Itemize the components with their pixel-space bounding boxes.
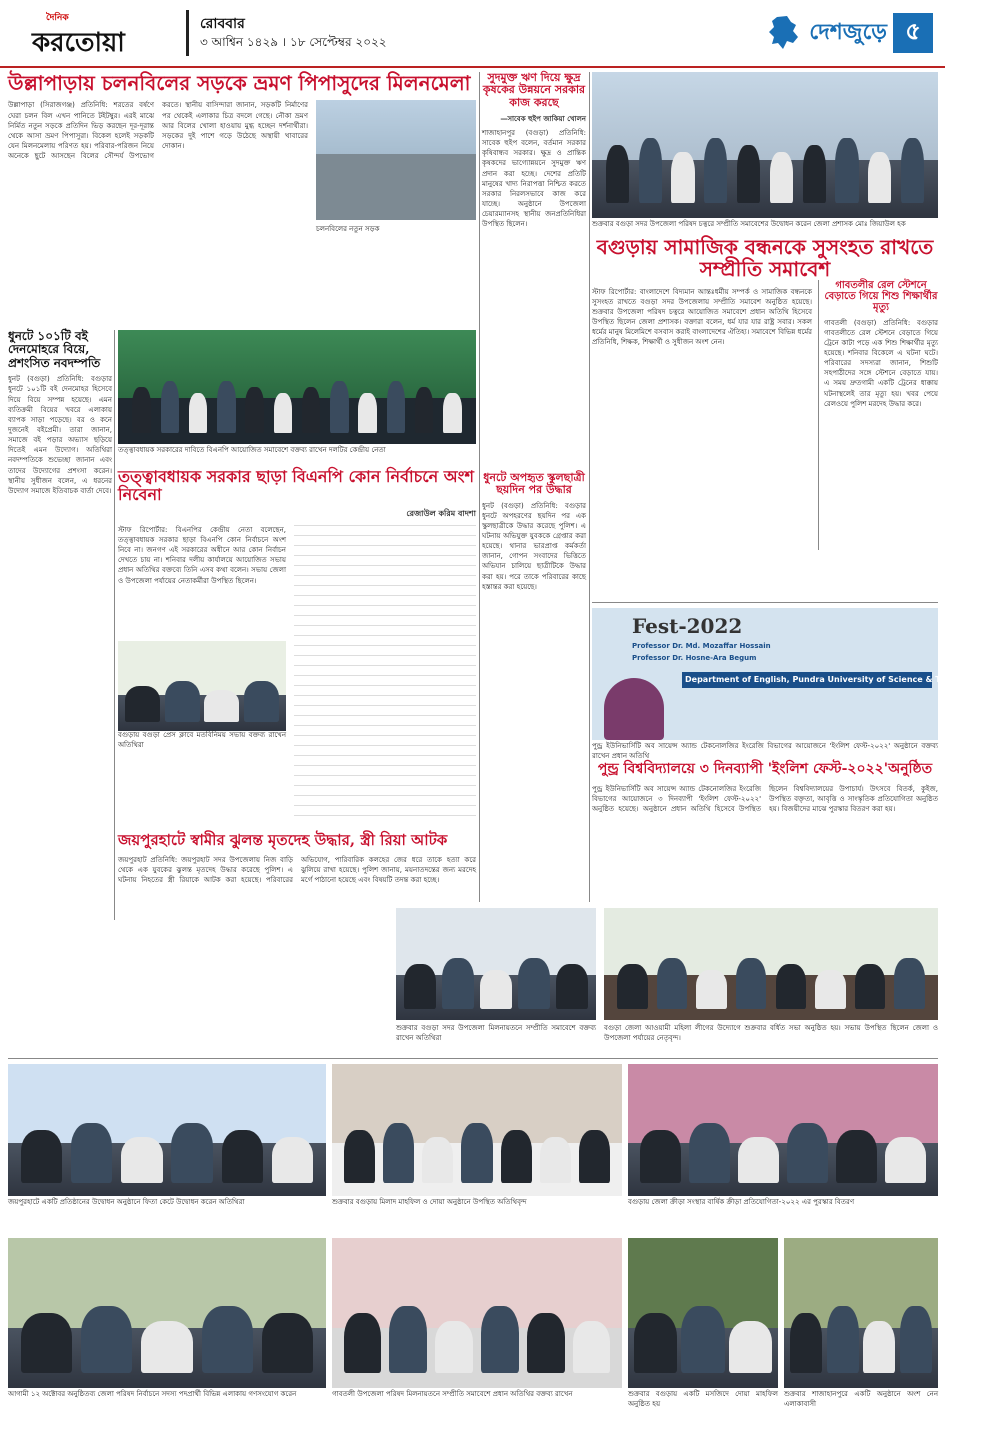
meeting-photo bbox=[604, 908, 938, 1020]
fest-photo bbox=[592, 608, 986, 740]
gabtoli-photo bbox=[332, 1238, 622, 1388]
section-name: দেশজুড়ে bbox=[809, 19, 887, 45]
article-body: শাজাহানপুর (বগুড়া) প্রতিনিধি: সাবেক হুইপ বলেন, বর্তমান সরকার কৃষিবান্ধব সরকার। ক্ষুদ্র ও প্রান্তিক কৃষকদের ভাগ্যোন্নয়নে সুদমুক্ত ঋণ প্রদান করা হচ্ছে। দেশের প্রতিটি মানুষের খাদ্য নিরাপত্তা নিশ্চিত করতে সরকার নিরলসভাবে কাজ করে যাচ্ছে। অনুষ্ঠানে উপজেলা চেয়ারম্যানসহ স্থানীয় জনপ্রতিনিধিরা উপস্থিত ছিলেন। bbox=[482, 128, 586, 229]
column-continuation bbox=[294, 525, 476, 825]
article-sudmukto[interactable] bbox=[482, 72, 586, 472]
article-pundra[interactable] bbox=[592, 762, 938, 902]
headline[interactable]: তত্ত্বাবধায়ক সরকার ছাড়া বিএনপি কোন নির্বাচনে অংশ নিবেনা bbox=[118, 467, 475, 504]
road-photo bbox=[316, 100, 476, 220]
photo-caption: বগুড়া জেলা আওয়ামী মহিলা লীগের উদ্যোগে শুক্রবার বর্ধিত সভা অনুষ্ঠিত হয়। সভায় উপস্থিত ছিলেন জেলা ও উপজেলা পর্যায়ের নেতৃবৃন্দ। bbox=[604, 1024, 938, 1042]
article-train[interactable] bbox=[818, 280, 938, 550]
article-book[interactable] bbox=[8, 330, 112, 920]
article-ullapara[interactable] bbox=[8, 72, 476, 330]
photo-caption: আগামী ১২ অক্টোবর অনুষ্ঠিতব্য জেলা পরিষদ নির্বাচনে সদস্য পদপ্রার্থী বিভিন্ন এলাকায় গণসংযোগ করেন bbox=[8, 1390, 297, 1398]
column-rule bbox=[114, 330, 115, 920]
headline[interactable]: বগুড়ায় সামাজিক বন্ধনকে সুসংহত রাখতে সম্প্রীতি সমাবেশ bbox=[596, 235, 934, 282]
headline[interactable]: ধুনটে অপহৃত স্কুলছাত্রী ছয়দিন পর উদ্ধার bbox=[483, 471, 585, 497]
photo-caption: শুক্রবার বগুড়া সদর উপজেলা পরিষদ চত্বরে সম্প্রীতি সমাবেশের উদ্বোধন করেন জেলা প্রশাসক মোঃ জিয়াউল হক bbox=[592, 220, 906, 228]
column-rule bbox=[479, 72, 480, 902]
headline[interactable]: ধুনটে ১০১টি বই দেনমোহরে বিয়ে, প্রশংসিত নবদম্পতি bbox=[8, 329, 101, 370]
milad-photo bbox=[332, 1064, 622, 1196]
headline[interactable]: গাবতলীর রেল স্টেশনে বেড়াতে গিয়ে শিশু শিক্ষার্থীর মৃত্যু bbox=[824, 280, 938, 314]
newspaper-logo[interactable]: করতোয়া bbox=[32, 28, 125, 58]
masthead bbox=[0, 0, 945, 68]
inauguration-photo bbox=[8, 1064, 326, 1196]
byline: —সাবেক হুইপ জাকিয়া খোলন bbox=[500, 114, 586, 123]
photo-caption: বগুড়ায় জেলা ক্রীড়া সংস্থার বার্ষিক ক্রীড়া প্রতিযোগিতা-২০২২ এর পুরস্কার বিতরণ bbox=[628, 1198, 855, 1206]
photo-caption: শুক্রবার বগুড়ায় মিলাদ মাহফিল ও দোয়া অনুষ্ঠানে উপস্থিত অতিথিবৃন্দ bbox=[332, 1198, 527, 1206]
rally-photo bbox=[592, 72, 938, 218]
article-bnp[interactable] bbox=[118, 468, 476, 828]
photo-caption: শুক্রবার বগুড়া সদর উপজেলা মিলনায়তনে সম্প্রীতি সমাবেশে বক্তব্য রাখেন অতিথিরা bbox=[396, 1024, 596, 1042]
article-body: স্টাফ রিপোর্টার: বাংলাদেশে বিদ্যমান আন্তঃধর্মীয় সম্পর্ক ও সামাজিক বন্ধনকে সুসংহত রাখতে বগুড়া সদর উপজেলায় সম্প্রীতি সমাবেশ অনুষ্ঠিত হয়েছে। শুক্রবার উপজেলা পরিষদ চত্বরে আয়োজিত সমাবেশে প্রধান অতিথি হিসেবে উপস্থিত ছিলেন জেলা প্রশাসক। বক্তারা বলেন, ধর্ম যার যার রাষ্ট্র সবার। সকল ধর্মের মানুষ মিলেমিশে বসবাস করাই বাংলাদেশের ঐতিহ্য। সমাবেশে বিভিন্ন ধর্মের প্রতিনিধি, শিক্ষক, শিক্ষার্থী ও সুধীজন অংশ নেন। bbox=[592, 287, 812, 347]
mosque-photo bbox=[628, 1238, 778, 1388]
issue-date: ৩ আশ্বিন ১৪২৯ । ১৮ সেপ্টেম্বর ২০২২ bbox=[200, 35, 387, 49]
masthead-divider bbox=[186, 10, 189, 56]
article-body: জয়পুরহাট প্রতিনিধি: জয়পুরহাট সদর উপজেলায় নিজ বাড়ি থেকে এক যুবকের ঝুলন্ত মৃতদেহ উদ্ধার করেছে পুলিশ। এ ঘটনায় নিহতের স্ত্রী রিয়াকে আটক করা হয়েছে। পরিবারের অভিযোগ, পারিবারিক কলহের জের ধরে তাকে হত্যা করে ঝুলিয়ে রাখা হয়েছে। পুলিশ জানায়, ময়নাতদন্তের জন্য মরদেহ মর্গে পাঠানো হয়েছে এবং বিষয়টি তদন্ত করা হচ্ছে। bbox=[118, 855, 476, 885]
department-banner: Department of English, Pundra University of Science & Technology bbox=[682, 672, 932, 688]
logo-tagline: দৈনিক bbox=[46, 13, 69, 23]
section-divider bbox=[592, 602, 938, 603]
article-body: উল্লাপাড়া (সিরাজগঞ্জ) প্রতিনিধি: শরতের বর্ষণে ঘেরা চলন বিল এখন পানিতে টইটম্বুর। এরই মাঝে নির্মিত নতুন সড়কে প্রতিদিন ভিড় করছেন দূর-দূরান্ত থেকে আসা ভ্রমণ পিপাসুরা। বিকেল হলেই সড়কটি যেন মিলনমেলায় পরিণত হয়। পরিবার-পরিজন নিয়ে অনেকে ছুটে আসছেন বিলের সৌন্দর্য উপভোগ করতে। স্থানীয় বাসিন্দারা জানান, সড়কটি নির্মাণের পর থেকেই এলাকার চিত্র বদলে গেছে। নৌকা ভ্রমণ আর বিলের খোলা হাওয়ায় মুগ্ধ হচ্ছেন দর্শনার্থীরা। সড়কের দুই পাশে গড়ে উঠেছে অস্থায়ী খাবারের দোকান। bbox=[8, 101, 308, 161]
bangladesh-map-icon bbox=[763, 13, 803, 53]
photo-caption: বগুড়ায় বগুড়া প্রেস ক্লাবে মতবিনিময় সভায় বক্তব্য রাখেন অতিথিরা bbox=[118, 730, 286, 749]
photo-caption: পুন্ড্র ইউনিভার্সিটি অব সায়েন্স অ্যান্ড টেকনোলজির ইংরেজি বিভাগের আয়োজনে 'ইংলিশ ফেস্ট-২০২২' অনুষ্ঠানে বক্তব্য রাখেন প্রধান অতিথি bbox=[592, 742, 938, 760]
column-rule bbox=[589, 72, 590, 902]
issue-day: রোববার bbox=[200, 16, 245, 32]
page-number: ৫ bbox=[893, 13, 933, 53]
campaign-photo bbox=[8, 1238, 326, 1388]
event-photo bbox=[784, 1238, 938, 1388]
section-badge bbox=[763, 10, 933, 56]
headline[interactable]: উল্লাপাড়ায় চলনবিলের সড়কে ভ্রমণ পিপাসুদের মিলনমেলা bbox=[8, 71, 471, 95]
headline[interactable]: সুদমুক্ত ঋণ দিয়ে ক্ষুদ্র কৃষকের উন্নয়নে সরকার কাজ করছে bbox=[482, 71, 586, 109]
guest-of-honor: Professor Dr. Hosne-Ara Begum bbox=[632, 654, 757, 662]
section-divider bbox=[8, 1058, 938, 1059]
speaker-figure bbox=[604, 678, 664, 740]
banner-photo bbox=[118, 330, 476, 444]
seminar-photo bbox=[396, 908, 596, 1020]
article-body: ধুনট (বগুড়া) প্রতিনিধি: বগুড়ার ধুনটে অপহরণের ছয়দিন পর এক স্কুলছাত্রীকে উদ্ধার করেছে পুলিশ। এ ঘটনায় অভিযুক্ত যুবককে গ্রেপ্তার করা হয়েছে। থানার ভারপ্রাপ্ত কর্মকর্তা জানান, গোপন সংবাদের ভিত্তিতে অভিযান চালিয়ে ছাত্রীটিকে উদ্ধার করা হয়। পরে তাকে পরিবারের কাছে হস্তান্তর করা হয়েছে। bbox=[482, 501, 586, 591]
photo-caption: শুক্রবার বগুড়ায় একটি মসজিদে দোয়া মাহফিল অনুষ্ঠিত হয় bbox=[628, 1390, 778, 1408]
article-body: পুন্ড্র ইউনিভার্সিটি অব সায়েন্স অ্যান্ড টেকনোলজির ইংরেজি বিভাগের আয়োজনে ৩ দিনব্যাপী 'ইংলিশ ফেস্ট-২০২২' অনুষ্ঠিত হয়েছে। অনুষ্ঠানে প্রধান অতিথি হিসেবে উপস্থিত ছিলেন বিশ্ববিদ্যালয়ের উপাচার্য। উৎসবে বিতর্ক, কুইজ, উপস্থিত বক্তৃতা, আবৃত্তি ও সাংস্কৃতিক প্রতিযোগিতা অনুষ্ঠিত হয়। বিজয়ীদের মাঝে পুরস্কার বিতরণ করা হয়। bbox=[592, 784, 938, 813]
photo-caption: শুক্রবার শাজাহানপুরে একটি অনুষ্ঠানে অংশ নেন এলাকাবাসী bbox=[784, 1390, 938, 1408]
article-dhunat-girl[interactable] bbox=[482, 472, 586, 672]
photo-caption: তত্ত্বাবধায়ক সরকারের দাবিতে বিএনপি আয়োজিত সমাবেশে বক্তব্য রাখেন দলটির কেন্দ্রীয় নেতা bbox=[118, 446, 386, 454]
bnp-photo bbox=[118, 641, 286, 731]
photo-caption: গাবতলী উপজেলা পরিষদ মিলনায়তনে সম্প্রীতি সমাবেশে প্রধান অতিথির বক্তব্য রাখেন bbox=[332, 1390, 573, 1398]
photo-caption: চলনবিলের নতুন সড়ক bbox=[316, 225, 380, 234]
chief-guest: Professor Dr. Md. Mozaffar Hossain bbox=[632, 642, 771, 650]
article-body: ধুনট (বগুড়া) প্রতিনিধি: বগুড়ার ধুনটে ১০১টি বই দেনমোহর হিসেবে দিয়ে বিয়ে সম্পন্ন হয়েছে। এমন ব্যতিক্রমী বিয়ের খবরে এলাকায় ব্যাপক সাড়া পড়েছে। বর ও কনে দুজনেই বইপ্রেমী। তারা জানান, সমাজে বই পড়ার অভ্যাস ছড়িয়ে দিতেই এমন উদ্যোগ। অতিথিরা নবদম্পতিকে শুভেচ্ছা জানান এবং তাদের উদ্যোগের প্রশংসা করেন। স্থানীয় সুধীজন বলেন, এ ধরনের উদ্যোগ সমাজে ইতিবাচক বার্তা দেবে। bbox=[8, 375, 112, 495]
photo-caption: জয়পুরহাটে একটি প্রতিষ্ঠানের উদ্বোধন অনুষ্ঠানে ফিতা কেটে উদ্বোধন করেন অতিথিরা bbox=[8, 1198, 245, 1206]
sports-photo bbox=[628, 1064, 938, 1196]
fest-title: Fest-2022 bbox=[632, 614, 743, 638]
headline[interactable]: জয়পুরহাটে স্বামীর ঝুলন্ত মৃতদেহ উদ্ধার, স্ত্রী রিয়া আটক bbox=[118, 831, 448, 849]
headline[interactable]: পুন্ড্র বিশ্ববিদ্যালয়ে ৩ দিনব্যাপী 'ইংলিশ ফেস্ট-২০২২'অনুষ্ঠিত bbox=[597, 761, 933, 777]
article-body: স্টাফ রিপোর্টার: বিএনপির কেন্দ্রীয় নেতা বলেছেন, তত্ত্বাবধায়ক সরকার ছাড়া বিএনপি কোন নির্বাচনে অংশ নিবে না। জনগণ এই সরকারের অধীনে আর কোন নির্বাচন দেখতে চায় না। শনিবার দলীয় কার্যালয়ে আয়োজিত সভায় প্রধান অতিথির বক্তব্যে তিনি এসব কথা বলেন। সভায় জেলা ও উপজেলা পর্যায়ের নেতাকর্মীরা উপস্থিত ছিলেন। bbox=[118, 525, 286, 585]
byline: রেজাউল করিম বাদশা bbox=[406, 508, 476, 518]
article-body: গাবতলী (বগুড়া) প্রতিনিধি: বগুড়ার গাবতলীতে রেল স্টেশনে বেড়াতে গিয়ে ট্রেনে কাটা পড়ে এক শিশু শিক্ষার্থীর মৃত্যু হয়েছে। শনিবার বিকেলে এ ঘটনা ঘটে। পরিবারের সদস্যরা জানান, শিশুটি সহপাঠীদের সঙ্গে স্টেশনে বেড়াতে যায়। এ সময় দ্রুতগামী একটি ট্রেনের ধাক্কায় ঘটনাস্থলেই তার মৃত্যু হয়। খবর পেয়ে রেলওয়ে পুলিশ মরদেহ উদ্ধার করে। bbox=[824, 318, 938, 408]
